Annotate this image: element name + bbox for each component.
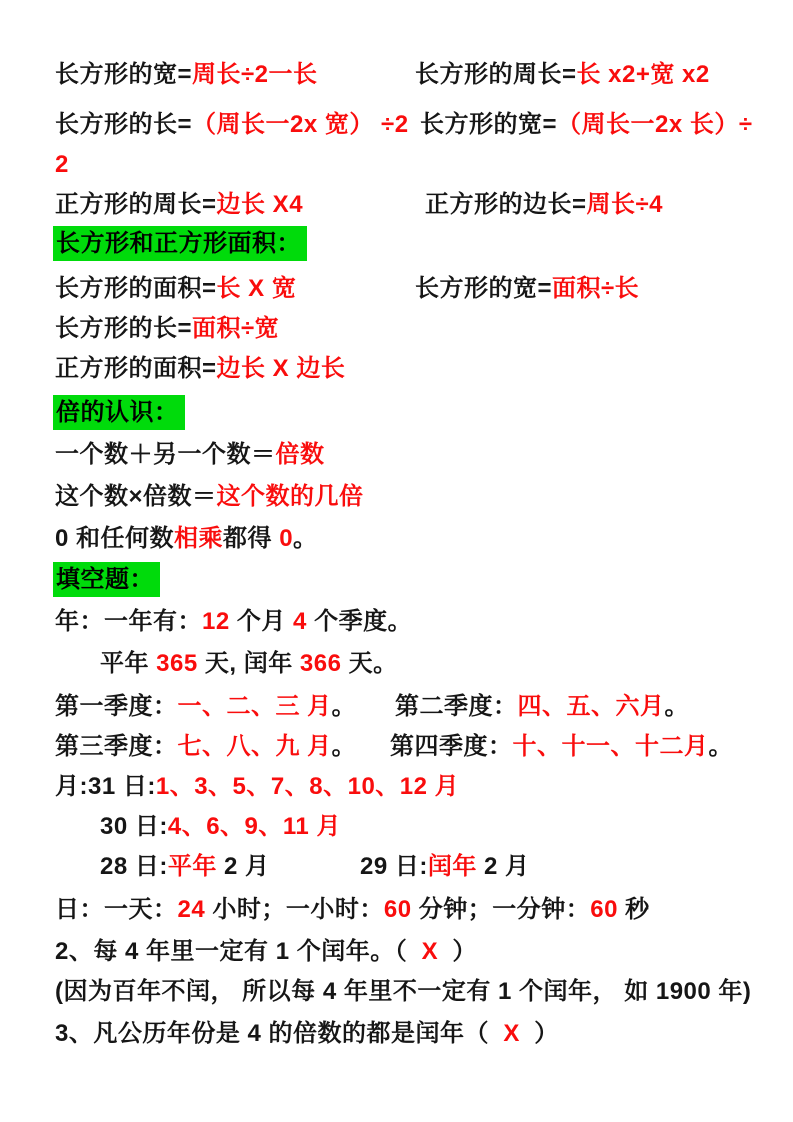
text-segment: (因为百年不闰， 所以每 4 年里不一定有 1 个闰年， 如 1900 年) [55,978,752,1005]
text-segment: 2 [55,151,69,178]
doc-line [55,893,650,927]
text-segment: 相乘 [174,525,224,552]
text-segment: 个月 [229,608,294,635]
text-segment: 第四季度： [390,733,513,760]
text-segment: 一个数＋另一个数＝ [55,441,276,468]
text-segment: 。 [708,733,733,760]
text-segment: 平年 [167,853,217,880]
text-segment: 0 和任何数 [55,525,175,552]
doc-line-second-column [415,58,710,92]
doc-line [55,935,477,969]
text-segment: 第三季度： [55,733,178,760]
text-segment: 正方形的面积= [55,355,217,382]
text-segment: 长方形的宽= [420,111,558,138]
doc-heading-line [53,396,185,430]
text-segment: 长方形的周长= [415,61,577,88]
doc-line [55,605,412,639]
text-segment: 。 [331,693,357,720]
text-segment: 第一季度： [55,693,178,720]
text-segment: 30 日: [100,813,168,840]
text-segment: 十、十一、十二月 [512,733,709,760]
text-segment: ） [519,1020,559,1047]
text-segment: 闰年 [427,853,477,880]
text-segment: 天, 闰年 [197,650,300,677]
text-segment: 秒 [617,896,650,923]
text-segment: 365 [156,650,198,677]
text-segment: 12 [202,608,230,635]
text-segment: 平年 [100,650,157,677]
doc-line [55,730,733,764]
text-segment: 年：一年有： [55,608,202,635]
text-segment: 60 [383,896,412,923]
text-segment: 天。 [341,650,398,677]
text-segment: 1、3、5、7、8、10、12 月 [155,773,460,800]
text-segment: 四、五、六月 [517,693,665,720]
doc-line [55,438,325,472]
text-segment: 这个数的几倍 [216,483,364,510]
text-segment: 这个数×倍数＝ [55,483,217,510]
text-segment: X [503,1020,520,1047]
text-segment: 长 x2+宽 x2 [576,61,710,88]
doc-heading-line [53,227,307,261]
text-segment: 都得 [223,525,280,552]
text-segment: 第二季度： [395,693,518,720]
doc-line [55,975,751,1009]
text-segment: 周长÷2一长 [192,61,318,88]
text-segment: 面积÷长 [552,275,640,302]
doc-line [55,272,640,306]
text-segment: 4 [293,608,307,635]
doc-line [100,647,398,681]
text-segment: X [421,938,439,965]
text-segment: 一、二、三 月 [177,693,332,720]
doc-line [55,522,318,556]
text-segment: 4、6、9、11 月 [167,813,341,840]
text-segment: 长方形的面积= [55,275,217,302]
text-segment: 正方形的边长= [425,191,587,218]
doc-line-second-column [360,850,530,884]
text-segment: 边长 X4 [216,191,304,218]
doc-line [100,810,341,844]
text-segment: 月:31 日: [55,773,156,800]
text-segment: 2 月 [216,853,270,880]
text-segment: 。 [664,693,689,720]
doc-line [55,480,364,514]
doc-line [55,770,459,804]
text-segment: 日：一天： [55,896,178,923]
text-segment: 2 月 [476,853,530,880]
text-segment: 七、八、九 月 [177,733,332,760]
section-heading: 倍的认识： [53,395,185,430]
doc-line [55,1017,559,1051]
section-heading: 长方形和正方形面积： [53,226,307,261]
doc-line-second-column [415,272,639,306]
text-segment: 边长 X 边长 [216,355,346,382]
text-segment: 2、每 4 年里一定有 1 个闰年。（ [55,938,422,965]
doc-line [55,690,689,724]
doc-heading-line [53,563,160,597]
text-segment: 29 日: [360,853,428,880]
text-segment: ） [438,938,477,965]
text-segment: 周长÷4 [586,191,664,218]
text-segment: 长方形的长= [55,111,193,138]
doc-line-second-column [425,188,663,222]
text-segment: 。 [331,733,357,760]
text-segment: 长方形的宽= [415,275,553,302]
text-segment: 。 [293,525,318,552]
doc-line-second-column [390,730,733,764]
text-segment: 366 [299,650,342,677]
text-segment: 长方形的长= [55,315,193,342]
text-segment: 24 [177,896,206,923]
text-segment: 面积÷宽 [192,315,280,342]
doc-line [55,188,664,222]
doc-line [55,312,279,346]
doc-line-second-column [420,108,753,142]
doc-line-second-column [395,690,689,724]
doc-line [55,108,753,142]
text-segment: 分钟；一分钟： [411,896,591,923]
text-segment: 倍数 [275,441,325,468]
text-segment: 长 X 宽 [216,275,297,302]
text-segment: 正方形的周长= [55,191,217,218]
doc-line [55,148,69,182]
doc-line [100,850,530,884]
text-segment: 60 [590,896,618,923]
text-segment: 小时；一小时： [205,896,384,923]
doc-line [55,58,710,92]
text-segment: （周长一2x 长）÷ [557,111,753,138]
text-segment: 0 [279,525,294,552]
text-segment: 3、凡公历年份是 4 的倍数的都是闰年（ [55,1020,504,1047]
text-segment: 长方形的宽= [55,61,193,88]
section-heading: 填空题： [53,562,160,597]
doc-line [55,352,345,386]
text-segment: 28 日: [100,853,168,880]
text-segment: 个季度。 [306,608,413,635]
text-segment: （周长一2x 宽） ÷2 [192,111,409,138]
